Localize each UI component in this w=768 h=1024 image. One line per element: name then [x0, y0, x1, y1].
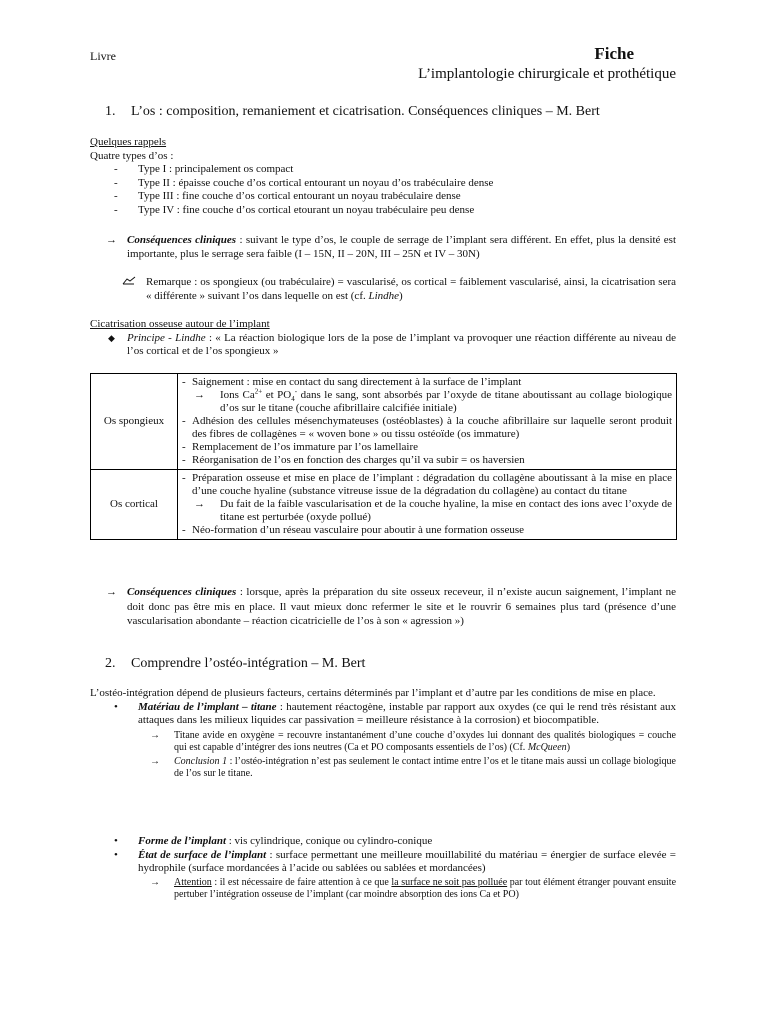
document-subtitle: L’implantologie chirurgicale et prothétique — [418, 66, 676, 82]
list-item: Du fait de la faible vascularisation et de la couche hyaline, la mise en contact des ions avec l’oxyde de titane est perturbée (oxyde pollué) — [220, 498, 672, 523]
sub-item-ref: McQueen — [527, 741, 567, 753]
remarque-ref: Lindhe — [368, 289, 400, 302]
diamond-icon: ◆ — [108, 332, 115, 343]
row-content-spongieux: - Saignement : mise en contact du sang directement à la surface de l’implant → Ions $Ca^{2+}$ et $PO_4^-$ dans le sang, sont absorbés par l’oxyde de titane aboutissant au collage biologique d’os sur le titane (couche afibrillaire calcifiée initiale) - Adhésion des cellules mésenchymateuses (ostéoblastes) à la couche afibrillaire sur laquelle seront produit des fibres de collagènes = « woven bone » ou tissu ostéoïde (os immature) - Remplacement de l’os immature par l’os lamellaire - Réorganisation de l’os en fonction des charges qu’il va subir = os haversien — [178, 374, 677, 470]
sub-item-end: ) — [566, 741, 571, 753]
arrow-icon: → — [150, 755, 160, 767]
list-item: Réorganisation de l’os en fonction des charges qu’il va subir = os haversien — [192, 454, 525, 466]
list-item: Adhésion des cellules mésenchymateuses (ostéoblastes) à la couche afibrillaire sur laquelle seront produit des fibres de collagènes = « woven bone » ou tissu ostéoïde (os immature) — [192, 415, 672, 440]
attention-underlined: la surface ne soit pas polluée — [391, 876, 508, 888]
row-label-cortical: Os cortical — [91, 470, 178, 540]
consequences-1 — [90, 234, 676, 261]
section-1-title: L’os : composition, remaniement et cicatrisation. Conséquences cliniques – M. Bert — [131, 104, 600, 119]
rappels-heading: Quelques rappels — [90, 136, 167, 148]
list-item: Néo-formation d’un réseau vasculaire pour aboutir à une formation osseuse — [192, 524, 525, 536]
bullet-label: Forme de l’implant — [138, 835, 226, 847]
bullet-text: : hautement réactogène, instable par rapport aux oxydes (ce qui le rend très résistant aux attaques dans les milieux liquides car passivation = meilleure résistance à la corrosion) et biocompatible. — [138, 700, 676, 726]
ions-text-b: et PO — [262, 389, 292, 401]
remarque-text: Remarque : os spongieux (ou trabéculaire) = vascularisé, os cortical = faiblement vascularisé, ainsi, la cicatrisation sera « différente » suivant l’os dans lequelle on est (cf. — [146, 276, 676, 302]
section-2-intro: L’ostéo-intégration dépend de plusieurs facteurs, certains déterminés par l’implant et d’autre par les conditions de mise en place. — [90, 687, 656, 699]
cicatrisation-heading: Cicatrisation osseuse autour de l’implant — [90, 318, 270, 330]
consequences-text: : lorsque, après la préparation du site osseux receveur, il n’existe aucun saignement, l’implant ne doit donc pas être mis en place. Il vaut mieux donc refermer le site et le rouvrir 6 semaines plus tard (présence d’une vascularisation abondante – réaction cicatricielle de l’os à son « agression ») — [127, 586, 676, 627]
remarque-end: ) — [399, 289, 403, 302]
table-row — [91, 374, 677, 470]
consequences-2 — [90, 585, 676, 629]
attention-text-b: par tout élément étranger pouvant ensuite pertuber l’intégration osseuse de l’implant (car moindre absorption des ions Ca et PO) — [174, 876, 677, 900]
sub-item-text: Titane avide en oxygène = recouvre instantanément d’une couche d’oxydes lui donnant des qualités biologiques = couche qui est capable d’intégrer des ions neutres (Ca et PO composants essentiels de l’os) (Cf. — [174, 729, 676, 753]
bullet-text: : vis cylindrique, conique ou cylindro-conique — [226, 835, 433, 847]
row-label-spongieux: Os spongieux — [91, 374, 178, 470]
bullet-icon: • — [114, 835, 118, 847]
principe-text: : « La réaction biologique lors de la pose de l’implant va provoquer une réaction différente au niveau de l’os cortical et de l’os spongieux » — [127, 331, 676, 357]
arrow-icon: → — [194, 389, 205, 401]
ions-text-a: Ions Ca — [220, 389, 255, 401]
rappels-block — [90, 136, 676, 217]
consequences-label: Conséquences cliniques — [127, 586, 237, 598]
header-left: Livre — [90, 49, 116, 63]
section-2-body — [90, 687, 676, 780]
arrow-icon: → — [106, 586, 117, 598]
ions-sub: 4 — [291, 395, 295, 404]
list-item: - Type III : fine couche d’os cortical entourant un noyau trabéculaire dense — [90, 190, 676, 204]
conclusion-label: Conclusion 1 — [174, 755, 228, 767]
list-item: Remplacement de l’os immature par l’os lamellaire — [192, 441, 419, 453]
arrow-icon: → — [150, 876, 160, 888]
arrow-icon: → — [106, 234, 117, 246]
principe-label: Principe - Lindhe — [127, 331, 206, 344]
section-2-bullets — [90, 835, 676, 901]
list-item: Préparation osseuse et mise en place de l’implant : dégradation du collagène aboutissant à la mise en place d’une couche hyaline (substance vitreuse issue de la dégradation du collagène) au contact du titane — [192, 472, 672, 497]
conclusion-text: : l’ostéo-intégration n’est pas seulement le contact intime entre l’os et le titane mais aussi un collage biologique de l’os sur le titane. — [174, 755, 677, 779]
section-2-number: 2. — [105, 656, 116, 671]
remarque-block — [90, 276, 676, 303]
ions-text-c: dans le sang, sont absorbés par l’oxyde de titane aboutissant au collage biologique d’os sur le titane (couche afibrillaire calcifiée initiale) — [220, 389, 672, 414]
hand-writing-icon — [122, 276, 136, 291]
list-item: - Type I : principalement os compact — [90, 163, 676, 177]
bullet-label: Matériau de l’implant – titane — [138, 700, 277, 713]
bullet-icon: • — [114, 848, 118, 861]
bullet-text: : surface permettant une meilleure mouillabilité du matériau = énergier de surface elevée = hydrophile (surface mordancées à l’acide ou sablées ou sablées et mordancées) — [138, 848, 676, 874]
table-row — [91, 470, 677, 540]
consequences-text: : suivant le type d’os, le couple de serrage de l’implant sera différent. En effet, plus la densité est importante, plus le serrage sera faible (I – 15N, II – 20N, III – 25N et IV – 30N) — [127, 234, 677, 260]
list-item: Saignement : mise en contact du sang directement à la surface de l’implant — [192, 376, 522, 388]
bullet-icon: • — [114, 700, 118, 713]
bullet-label: État de surface de l’implant — [138, 848, 267, 861]
row-content-cortical: - Préparation osseuse et mise en place de l’implant : dégradation du collagène aboutissant à la mise en place d’une couche hyaline (substance vitreuse issue de la dégradation du collagène) au contact du titane → Du fait de la faible vascularisation et de la couche hyaline, la mise en contact des ions avec l’oxyde de titane est perturbée (oxyde pollué) - Néo-formation d’un réseau vasculaire pour aboutir à une formation osseuse — [178, 470, 677, 540]
consequences-label: Conséquences cliniques — [127, 234, 237, 246]
header-title: Fiche — [594, 44, 634, 63]
ions-sup: 2+ — [254, 387, 263, 396]
section-2-heading — [105, 656, 365, 672]
arrow-icon: → — [194, 498, 205, 510]
attention-label: Attention — [174, 876, 212, 888]
section-1-heading — [105, 104, 600, 120]
section-2-title: Comprendre l’ostéo-intégration – M. Bert — [131, 656, 366, 671]
arrow-icon: → — [150, 729, 160, 741]
ions-sup2: - — [294, 387, 298, 396]
section-1-number: 1. — [105, 104, 116, 119]
list-item: - Type II : épaisse couche d’os cortical entourant un noyau d’os trabéculaire dense — [90, 177, 676, 191]
cicatrisation-block — [90, 318, 676, 359]
bone-types-list — [90, 163, 676, 217]
rappels-intro: Quatre types d’os : — [90, 149, 174, 162]
attention-text-a: : il est nécessaire de faire attention à ce que — [211, 876, 392, 888]
list-item: - Type IV : fine couche d’os cortical etourant un noyau trabéculaire peu dense — [90, 204, 676, 218]
bone-healing-table — [90, 373, 677, 540]
